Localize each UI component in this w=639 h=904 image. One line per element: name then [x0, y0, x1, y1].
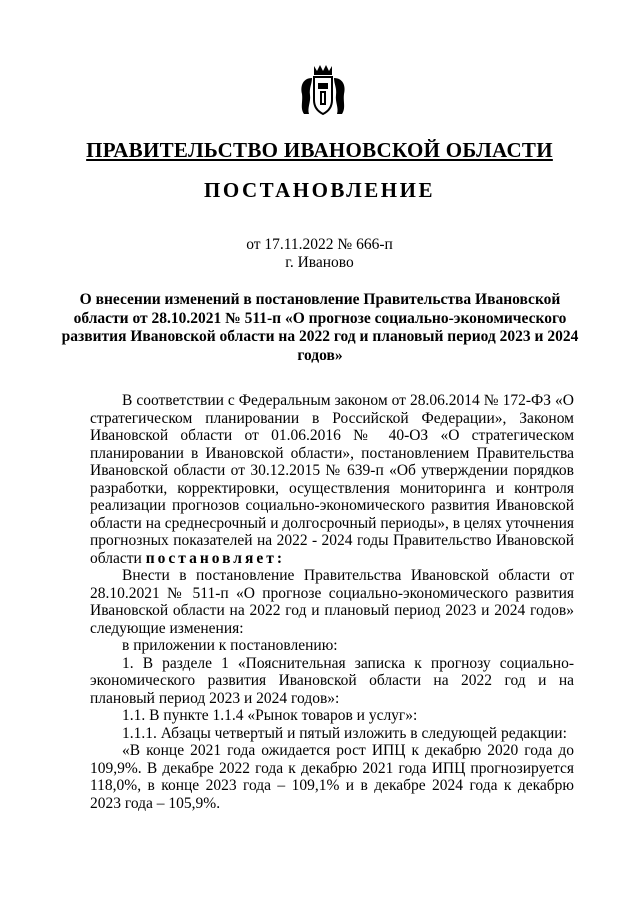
government-title: ПРАВИТЕЛЬСТВО ИВАНОВСКОЙ ОБЛАСТИ	[86, 138, 553, 162]
coat-of-arms-icon	[297, 62, 349, 118]
body-paragraph: 1.1. В пункте 1.1.4 «Рынок товаров и услуг»:	[122, 707, 418, 724]
document-body	[90, 392, 574, 812]
document-subject: О внесении изменений в постановление Правительства Ивановской области от 28.10.2021 № 511-п «О прогнозе социально-экономического развития Ивановской области на 2022 год и плановый период 2023 и 2024 годов»	[61, 291, 579, 364]
document-city: г. Иваново	[285, 254, 354, 271]
body-paragraph: в приложении к постановлению:	[122, 637, 338, 654]
body-paragraph	[90, 392, 574, 567]
decree-word: постановляет:	[145, 549, 286, 567]
body-paragraph: «В конце 2021 года ожидается рост ИПЦ к декабрю 2020 года до 109,9%. В декабре 2022 года к декабрю 2021 года ИПЦ прогнозируется 118,0%, в конце 2023 года – 109,1% и в декабре 2024 года к декабрю 2023 года – 105,9%.	[90, 742, 574, 812]
body-paragraph: 1. В разделе 1 «Пояснительная записка к прогнозу социально-экономического развития Ивановской области на 2022 год и на плановый период 2023 и 2024 годов»:	[90, 654, 574, 707]
document-type-heading: ПОСТАНОВЛЕНИЕ	[204, 178, 435, 202]
document-dateline	[0, 236, 639, 272]
body-paragraph: 1.1.1. Абзацы четвертый и пятый изложить в следующей редакции:	[122, 724, 567, 742]
document-date-number: от 17.11.2022 № 666-п	[246, 236, 393, 253]
body-paragraph: Внести в постановление Правительства Ивановской области от 28.10.2021 № 511-п «О прогнозе социально-экономического развития Ивановской области на 2022 год и плановый период 2023 и 2024 годов» следующие изменения:	[90, 567, 574, 637]
body-paragraph-text: В соответствии с Федеральным законом от 28.06.2014 № 172-ФЗ «О стратегическом планировании в Российской Федерации», Законом Ивановской области от 01.06.2016 № 40-ОЗ «О стратегическом планировании в Ивановской области», постановлением Правительства Ивановской области от 30.12.2015 № 639-п «Об утверждении порядков разработки, корректировки, осуществления мониторинга и контроля реализации прогнозов социально-экономического развития Ивановской области на среднесрочный и долгосрочный периоды», в целях уточнения прогнозных показателей на 2022 - 2024 годы Правительство Ивановской области	[90, 392, 574, 567]
